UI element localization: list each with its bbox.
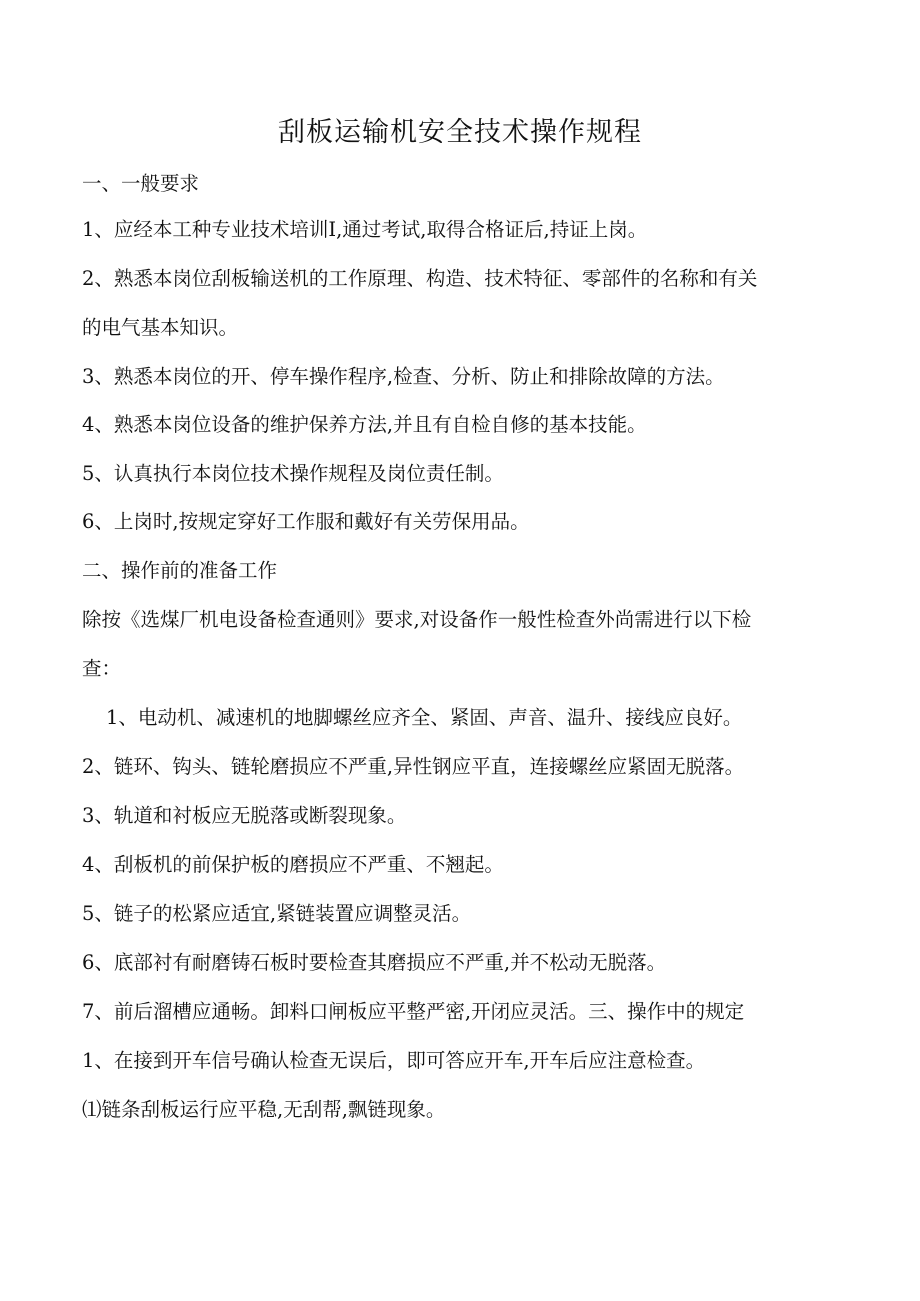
- paragraph-line: 查：: [82, 657, 122, 680]
- paragraph-line: 1、电动机、减速机的地脚螺丝应齐全、紧固、声音、温升、接线应良好。: [106, 706, 743, 729]
- paragraph-line: 7、前后溜槽应通畅。卸料口闸板应平整严密,开闭应灵活。三、操作中的规定: [82, 1000, 745, 1023]
- paragraph-line: 2、链环、钩头、链轮磨损应不严重,异性钢应平直，连接螺丝应紧固无脱落。: [82, 755, 745, 778]
- paragraph-line: 3、熟悉本岗位的开、停车操作程序,检查、分析、防止和排除故障的方法。: [82, 365, 725, 388]
- paragraph-line: 5、认真执行本岗位技术操作规程及岗位责任制。: [82, 462, 504, 485]
- paragraph-line: ⑴链条刮板运行应平稳,无刮帮,飘链现象。: [82, 1098, 446, 1121]
- paragraph-line: 除按《选煤厂机电设备检查通则》要求,对设备作一般性检查外尚需进行以下检: [82, 608, 752, 631]
- section-heading-general-requirements: 一、一般要求: [82, 172, 200, 195]
- paragraph-line: 5、链子的松紧应适宜,紧链装置应调整灵活。: [82, 902, 472, 925]
- paragraph-line: 4、刮板机的前保护板的磨损应不严重、不翘起。: [82, 853, 504, 876]
- paragraph-line: 的电气基本知识。: [82, 316, 239, 339]
- paragraph-line: 6、底部衬有耐磨铸石板时要检查其磨损应不严重,并不松动无脱落。: [82, 951, 667, 974]
- paragraph-line: 2、熟悉本岗位刮板输送机的工作原理、构造、技术特征、零部件的名称和有关: [82, 267, 758, 290]
- paragraph-line: 3、轨道和衬板应无脱落或断裂现象。: [82, 804, 407, 827]
- paragraph-line: 1、在接到开车信号确认检查无误后，即可答应开车,开车后应注意检查。: [82, 1049, 706, 1072]
- document-title: 刮板运输机安全技术操作规程: [278, 117, 642, 148]
- paragraph-line: 1、应经本工种专业技术培训I,通过考试,取得合格证后,持证上岗。: [82, 218, 648, 241]
- section-heading-preparation: 二、操作前的准备工作: [82, 559, 278, 582]
- paragraph-line: 6、上岗时,按规定穿好工作服和戴好有关劳保用品。: [82, 510, 530, 533]
- paragraph-line: 4、熟悉本岗位设备的维护保养方法,并且有自检自修的基本技能。: [82, 413, 647, 436]
